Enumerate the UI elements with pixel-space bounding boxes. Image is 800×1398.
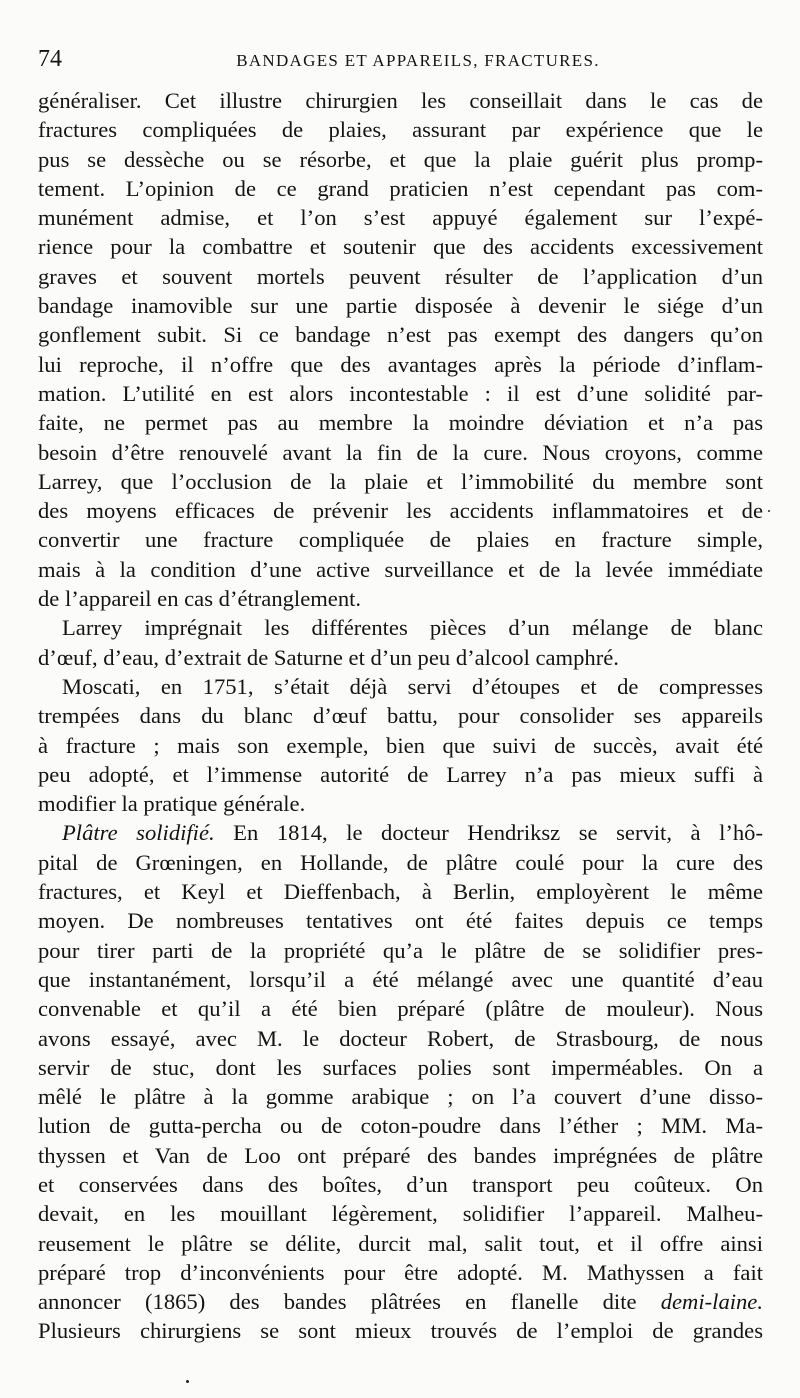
line-text: convenable et qu’il a été bien préparé (plâtre de mouleur). Nous: [38, 996, 763, 1022]
text-line: [38, 350, 763, 379]
text-line: [38, 1258, 763, 1287]
text-line: [38, 379, 763, 408]
text-line: [38, 877, 763, 906]
line-text: et conservées dans des boîtes, d’un transport peu coûteux. On: [38, 1171, 763, 1197]
text-line: [38, 1141, 763, 1170]
line-text: d’œuf, d’eau, d’extrait de Saturne et d’un peu d’alcool camphré.: [38, 644, 619, 670]
text-line: [38, 1024, 763, 1053]
running-title: BANDAGES ET APPAREILS, FRACTURES.: [236, 51, 600, 70]
line-text: des moyens efficaces de prévenir les accidents inflammatoires et de: [38, 498, 763, 524]
line-text: avons essayé, avec M. le docteur Robert, de Strasbourg, de nous: [38, 1025, 763, 1051]
line-text: annoncer (1865) des bandes plâtrées en flanelle dite: [38, 1289, 661, 1315]
text-line: [38, 760, 763, 789]
ink-speck: [186, 1380, 189, 1383]
text-line: [38, 1170, 763, 1199]
line-text: rience pour la combattre et soutenir que des accidents excessivement: [38, 234, 763, 260]
line-text: à fracture ; mais son exemple, bien que suivi de succès, avait été: [38, 732, 763, 758]
text-line: [38, 731, 763, 760]
text-line: [38, 232, 763, 261]
line-text: besoin d’être renouvelé avant la fin de la cure. Nous croyons, comme: [38, 439, 763, 465]
text-line: [38, 438, 763, 467]
text-line: [38, 203, 763, 232]
line-text: pour tirer parti de la propriété qu’a le plâtre de se solidifier pres-: [38, 937, 763, 963]
text-line: [38, 818, 763, 847]
line-text: peu adopté, et l’immense autorité de Larrey n’a pas mieux suffi à: [38, 761, 763, 787]
line-text: fractures compliquées de plaies, assurant par expérience que le: [38, 117, 763, 143]
line-text: modifier la pratique générale.: [38, 791, 306, 817]
line-text: reusement le plâtre se délite, durcit mal, salit tout, et il offre ainsi: [38, 1230, 763, 1256]
text-line: [38, 1053, 763, 1082]
text-line: [38, 525, 763, 554]
text-line: [38, 936, 763, 965]
line-text: de l’appareil en cas d’étranglement.: [38, 586, 362, 612]
text-line: [38, 672, 763, 701]
text-line: [38, 584, 763, 613]
line-text: Moscati, en 1751, s’était déjà servi d’étoupes et de compresses: [62, 673, 763, 699]
text-line: [38, 1229, 763, 1258]
text-line: [38, 994, 763, 1023]
line-text: mais à la condition d’une active surveillance et de la levée immédiate: [38, 556, 763, 582]
text-line: [38, 613, 763, 642]
line-text: Plusieurs chirurgiens se sont mieux trouvés de l’emploi de grandes: [38, 1318, 763, 1344]
line-text: fractures, et Keyl et Dieffenbach, à Berlin, employèrent le même: [38, 879, 763, 905]
text-line: [38, 555, 763, 584]
text-line: [38, 1082, 763, 1111]
text-line: [38, 965, 763, 994]
text-line: [38, 906, 763, 935]
line-text: devait, en les mouillant légèrement, solidifier l’appareil. Malheu-: [38, 1201, 763, 1227]
line-text: thyssen et Van de Loo ont préparé des bandes imprégnées de plâtre: [38, 1142, 763, 1168]
line-text: trempées dans du blanc d’œuf battu, pour consolider ses appareils: [38, 703, 763, 729]
text-line: [38, 496, 763, 525]
text-line: [38, 701, 763, 730]
text-line: [38, 262, 763, 291]
text-line: [38, 115, 763, 144]
text-line: [38, 291, 763, 320]
page-number: 74: [38, 46, 62, 72]
line-text: que instantanément, lorsqu’il a été mélangé avec une quantité d’eau: [38, 966, 763, 992]
text-line: [38, 86, 763, 115]
text-line: [38, 145, 763, 174]
text-line: [38, 1111, 763, 1140]
line-text: graves et souvent mortels peuvent résulter de l’application d’un: [38, 263, 763, 289]
line-text: tement. L’opinion de ce grand praticien n’est cependant pas com-: [38, 175, 763, 201]
line-text: lution de gutta-percha ou de coton-poudre dans l’éther ; MM. Ma-: [38, 1113, 763, 1139]
text-line: [38, 848, 763, 877]
italic-run: Plâtre solidifié.: [62, 820, 215, 846]
line-text: convertir une fracture compliquée de plaies en fracture simple,: [38, 527, 763, 553]
text-line: [38, 1316, 763, 1345]
text-line: [38, 789, 763, 818]
text-line: [38, 174, 763, 203]
line-text: Larrey, que l’occlusion de la plaie et l’immobilité du membre sont: [38, 468, 763, 494]
text-line: [38, 408, 763, 437]
ink-speck: [768, 510, 770, 512]
line-text: faite, ne permet pas au membre la moindre déviation et n’a pas: [38, 410, 763, 436]
line-text: bandage inamovible sur une partie disposée à devenir le siége d’un: [38, 293, 763, 319]
line-text: munément admise, et l’on s’est appuyé également sur l’expé-: [38, 205, 763, 231]
line-text: servir de stuc, dont les surfaces polies sont imperméables. On a: [38, 1054, 763, 1080]
line-text: préparé trop d’inconvénients pour être adopté. M. Mathyssen a fait: [38, 1259, 763, 1285]
line-text: moyen. De nombreuses tentatives ont été faites depuis ce temps: [38, 908, 763, 934]
line-text: mation. L’utilité en est alors incontestable : il est d’une solidité par-: [38, 380, 763, 406]
line-text: Larrey imprégnait les différentes pièces d’un mélange de blanc: [62, 615, 763, 641]
page-header: [38, 44, 778, 74]
line-text: pital de Grœningen, en Hollande, de plâtre coulé pour la cure des: [38, 849, 763, 875]
text-line: [38, 643, 763, 672]
line-text: En 1814, le docteur Hendriksz se servit, à l’hô-: [214, 820, 764, 846]
italic-run: demi-laine.: [660, 1289, 763, 1315]
text-line: [38, 1287, 763, 1316]
line-text: pus se dessèche ou se résorbe, et que la plaie guérit plus promp-: [38, 146, 763, 172]
text-line: [38, 467, 763, 496]
line-text: généraliser. Cet illustre chirurgien les conseillait dans le cas de: [38, 88, 763, 113]
line-text: gonflement subit. Si ce bandage n’est pas exempt des dangers qu’on: [38, 322, 763, 348]
body-text: [38, 86, 763, 1346]
line-text: mêlé le plâtre à la gomme arabique ; on l’a couvert d’une disso-: [38, 1084, 763, 1110]
line-text: lui reproche, il n’offre que des avantages après la période d’inflam-: [38, 351, 763, 377]
text-line: [38, 1199, 763, 1228]
text-line: [38, 320, 763, 349]
